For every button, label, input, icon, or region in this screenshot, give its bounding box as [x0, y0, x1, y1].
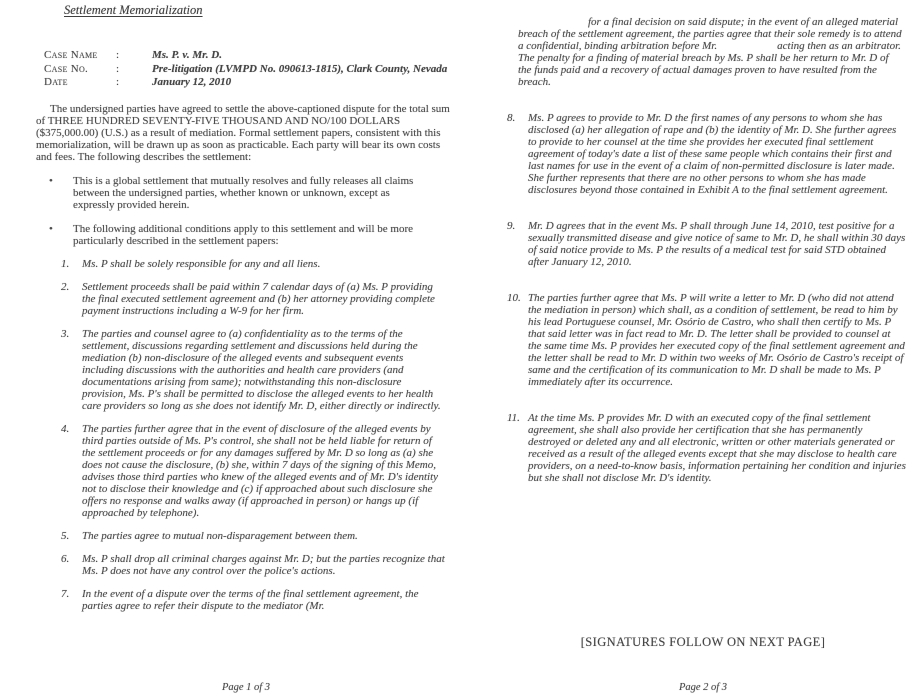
settlement-term-item	[36, 423, 456, 519]
case-name-colon: :	[116, 49, 120, 61]
case-date-label: Date	[44, 76, 68, 88]
case-date-colon: :	[116, 76, 120, 88]
item-text: The parties and counsel agree to (a) confidentiality as to the terms of the settlement, discussions regarding settlement and discussions held during the mediation (b) non-disclosure of the alleged events and subsequent events including discussions with the authorities and health care providers (and documentations arising from same); notwithstanding this non-disclosure provision, Ms. P's shall be permitted to disclose the alleged events to her health care providers so long as she does not identify Mr. D, either directly or indirectly.	[82, 327, 441, 412]
continuation-text-before-redaction: for a final decision on said dispute; in the event of an alleged material breach of the settlement agreement, the parties agree that their sole remedy is to attend a confidential, binding arbitration before Mr.	[518, 16, 902, 52]
item-number: 3.	[61, 327, 70, 340]
case-name-value: Ms. P. v. Mr. D.	[152, 49, 222, 61]
settlement-term-item	[494, 112, 912, 196]
case-number-value: Pre-litigation (LVMPD No. 090613-1815), Clark County, Nevada	[152, 62, 448, 75]
bullet-item	[36, 223, 456, 247]
settlement-term-item	[36, 281, 456, 317]
settlement-term-item	[36, 553, 456, 577]
case-name-row	[44, 49, 447, 63]
item-7-continuation-paragraph	[518, 16, 904, 88]
item-text: Mr. D agrees that in the event Ms. P shall through June 14, 2010, test positive for a sexually transmitted disease and give notice of same to Mr. D, he shall within 30 days of said notice provide to Ms. P the results of a medical test for said STD obtained after January 12, 2010.	[528, 220, 906, 268]
bullet-text: The following additional conditions apply to this settlement and will be more particularly described in the settlement papers:	[73, 222, 414, 247]
settlement-term-item	[494, 292, 912, 388]
bullet-marker: •	[49, 222, 53, 235]
case-date-value: January 12, 2010	[152, 76, 232, 88]
settlement-term-item	[36, 588, 456, 612]
intro-paragraph: The undersigned parties have agreed to settle the above-captioned dispute for the total sum of THREE HUNDRED SEVENTY-FIVE THOUSAND AND NO/100 DOLLARS ($375,000.00) (U.S.) as a result of mediation. Formal settlement papers, consistent with this memorialization, will be drawn up as soon as practicable. Each party will bear its own costs and fees. The following describes the settlement:	[36, 102, 450, 163]
item-text: Ms. P shall be solely responsible for any and all liens.	[82, 257, 321, 270]
bullet-marker: •	[49, 174, 53, 187]
settlement-term-item	[36, 258, 456, 270]
item-number: 1.	[61, 257, 70, 270]
case-number-row	[44, 63, 447, 77]
item-text: In the event of a dispute over the terms of the final settlement agreement, the parties agree to refer their dispute to the mediator (Mr.	[82, 587, 419, 612]
case-name-label: Case Name	[44, 49, 98, 61]
item-text: The parties agree to mutual non-disparagement between them.	[82, 529, 358, 542]
page-2	[494, 10, 912, 698]
case-caption-block	[44, 49, 447, 90]
settlement-term-item	[36, 530, 456, 542]
case-number-colon: :	[116, 62, 120, 75]
item-text: Ms. P agrees to provide to Mr. D the first names of any persons to whom she has disclosed (a) her allegation of rape and (b) the identity of Mr. D. She further agrees to provide to her counsel at the time she provides her executed final settlement agreement of today's date a list of these same people which contains their first and last names for use in the event of a claim of non-permitted disclosure is later made. She further represents that there are no other persons to whom she has made disclosures beyond those contained in Exhibit A to the final settlement agreement.	[528, 112, 897, 196]
case-date-row	[44, 76, 447, 90]
settlement-term-item	[494, 412, 912, 484]
page-number: Page 2 of 3	[678, 682, 728, 693]
continuation-text-after-redaction: acting then as an arbitrator. The penalty for a finding of material breach by Ms. P shall be her return to Mr. D of the funds paid and a recovery of actual damages proven to have resulted from the breach.	[518, 40, 901, 88]
item-number: 4.	[61, 422, 70, 435]
item-number: 8.	[507, 112, 516, 124]
item-number: 11.	[507, 412, 520, 424]
item-number: 7.	[61, 587, 70, 600]
case-number-label: Case No.	[44, 62, 89, 75]
item-text: The parties further agree that Ms. P will write a letter to Mr. D (who did not attend the mediation in person) which shall, as a condition of settlement, be read to him by his lead Portuguese counsel, Mr. Osório de Castro, who shall then certify to Ms. P that said letter was in fact read to Mr. D. The letter shall be provided to counsel at the same time Ms. P provides her executed copy of the final settlement agreement and the letter shall be read to Mr. D within two weeks of Mr. Osório de Castro's receipt of same and the certification of its communication to Mr. D shall be made to Ms. P immediately after its occurrence.	[528, 292, 905, 388]
item-number: 6.	[61, 552, 70, 565]
item-text: At the time Ms. P provides Mr. D with an executed copy of the final settlement agreement, she shall also provide her certification that she has permanently destroyed or deleted any and all electronic, written or other materials generated or received as a result of the alleged events except that she may disclose to health care providers, on a need-to-know basis, information pertaining her condition and injuries but she shall not disclose Mr. D's identity.	[528, 412, 906, 484]
item-number: 2.	[61, 280, 70, 293]
item-text: The parties further agree that in the event of disclosure of the alleged events by third parties outside of Ms. P's control, she shall not be held liable for return of the settlement proceeds or for any damages suffered by Mr. D so long as (a) she does not cause the disclosure, (b) she, within 7 days of the signing of this Memo, advises those third parties who knew of the alleged events and of Mr. D's identity not to disclose their knowledge and (c) if approached about such disclosure she offers no response and walks away (if approached in person) or hangs up (if approached by telephone).	[82, 422, 439, 519]
page-1	[36, 4, 456, 698]
item-number: 10.	[507, 292, 521, 304]
document-title: Settlement Memorialization	[64, 3, 203, 17]
item-number: 5.	[61, 529, 70, 542]
signatures-follow-note: [SIGNATURES FOLLOW ON NEXT PAGE]	[580, 635, 826, 649]
bullet-item	[36, 175, 456, 211]
item-number: 9.	[507, 220, 516, 232]
page-number: Page 1 of 3	[221, 682, 271, 693]
settlement-term-item	[494, 220, 912, 268]
settlement-term-item	[36, 328, 456, 412]
bullet-text: This is a global settlement that mutually resolves and fully releases all claims between the undersigned parties, whether known or unknown, except as expressly provided herein.	[73, 174, 414, 211]
item-text: Ms. P shall drop all criminal charges against Mr. D; but the parties recognize that Ms. P does not have any control over the police's actions.	[82, 552, 445, 577]
item-text: Settlement proceeds shall be paid within 7 calendar days of (a) Ms. P providing the final executed settlement agreement and (b) her attorney providing complete payment instructions including a W-9 for her firm.	[82, 280, 435, 317]
